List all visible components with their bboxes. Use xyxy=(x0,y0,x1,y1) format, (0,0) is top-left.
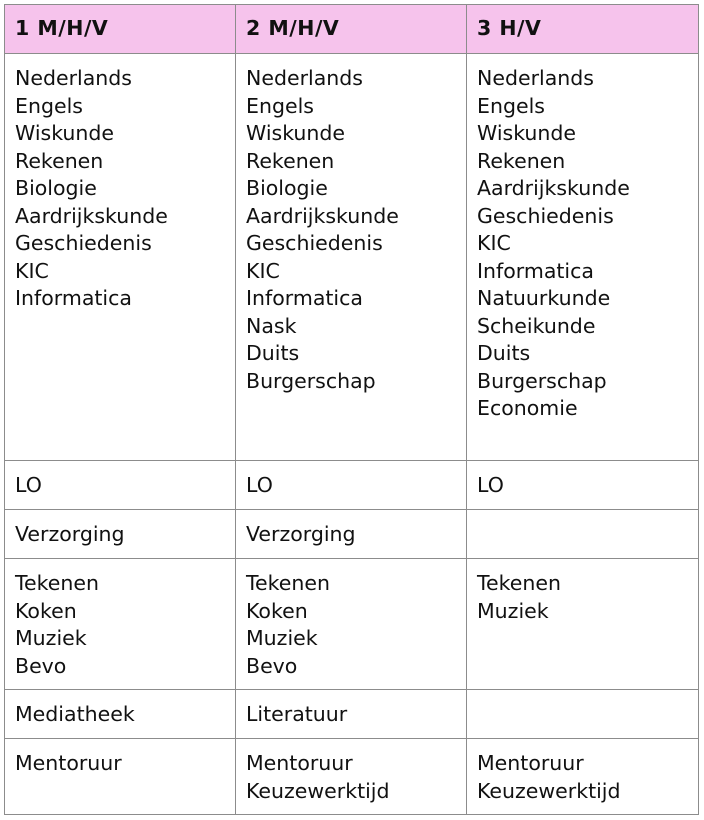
subject-item: Engels xyxy=(246,93,314,118)
subject-item: Engels xyxy=(15,93,83,118)
subject-item: Biologie xyxy=(246,176,328,200)
subject-item: Wiskunde xyxy=(246,121,346,145)
subject-item: Nederlands xyxy=(477,66,594,90)
subject-item: Tekenen xyxy=(477,571,562,595)
subject-item: KIC xyxy=(15,258,49,283)
subject-item: Mentoruur xyxy=(246,751,353,775)
subject-item: Mentoruur xyxy=(477,751,584,775)
subject-item: Muziek xyxy=(246,626,318,650)
subject-item: Rekenen xyxy=(477,148,566,173)
subject-item: Informatica xyxy=(477,258,594,283)
subject-item: Muziek xyxy=(15,626,87,650)
subject-item: Verzorging xyxy=(15,522,125,546)
subject-item: Scheikunde xyxy=(477,313,596,338)
cell-lo-year-3 xyxy=(467,461,699,510)
cell-verz-year-3 xyxy=(467,510,699,559)
subject-item: KIC xyxy=(477,231,511,255)
table-row-verz xyxy=(5,510,699,559)
subjects-table xyxy=(4,4,699,815)
subject-item: Rekenen xyxy=(246,148,335,173)
subject-item: Aardrijkskunde xyxy=(477,176,630,200)
subject-item: Nederlands xyxy=(15,66,132,90)
subject-item: LO xyxy=(15,473,42,497)
cell-mentor-year-2 xyxy=(236,739,467,815)
subject-item: Informatica xyxy=(15,286,132,310)
subject-item: Geschiedenis xyxy=(477,203,614,228)
subject-item: KIC xyxy=(246,258,280,283)
table-row-lo xyxy=(5,461,699,510)
subject-item: Rekenen xyxy=(15,148,104,173)
cell-mentor-year-1 xyxy=(5,739,236,815)
header-year-1: 1 M/H/V xyxy=(5,5,236,54)
table-row-creative xyxy=(5,559,699,690)
subject-item: Aardrijkskunde xyxy=(15,203,168,228)
subject-item: Tekenen xyxy=(246,571,331,595)
cell-main-year-2 xyxy=(236,54,467,461)
subject-item: Informatica xyxy=(246,286,363,310)
subject-item: Engels xyxy=(477,93,545,118)
subject-item: LO xyxy=(246,473,273,497)
cell-verz-year-1 xyxy=(5,510,236,559)
subject-item: Economie xyxy=(477,396,578,420)
subject-item: LO xyxy=(477,473,504,497)
cell-main-year-3 xyxy=(467,54,699,461)
cell-lo-year-1 xyxy=(5,461,236,510)
subject-item: Mentoruur xyxy=(15,751,122,775)
subject-item: Biologie xyxy=(15,176,97,200)
subject-item: Nederlands xyxy=(246,66,363,90)
header-row xyxy=(5,5,699,54)
subject-item: Bevo xyxy=(246,653,298,678)
subject-item: Tekenen xyxy=(15,571,100,595)
cell-media-year-3 xyxy=(467,690,699,739)
subject-item: Bevo xyxy=(15,653,67,678)
subject-item: Verzorging xyxy=(246,522,356,546)
cell-creative-year-3 xyxy=(467,559,699,690)
subject-item: Natuurkunde xyxy=(477,286,611,310)
header-year-3: 3 H/V xyxy=(467,5,699,54)
subject-item: Koken xyxy=(15,598,77,623)
subject-item: Aardrijkskunde xyxy=(246,203,399,228)
subject-item: Geschiedenis xyxy=(246,231,383,255)
subject-item: Mediatheek xyxy=(15,702,135,726)
subject-item: Wiskunde xyxy=(15,121,115,145)
subject-item: Literatuur xyxy=(246,702,348,726)
table-row-media xyxy=(5,690,699,739)
subject-item: Koken xyxy=(246,598,308,623)
table-row-main xyxy=(5,54,699,461)
subject-item: Keuzewerktijd xyxy=(246,778,390,803)
subject-item: Duits xyxy=(477,341,531,365)
cell-mentor-year-3 xyxy=(467,739,699,815)
cell-main-year-1 xyxy=(5,54,236,461)
subject-item: Wiskunde xyxy=(477,121,577,145)
table-row-mentor xyxy=(5,739,699,815)
subject-item: Muziek xyxy=(477,598,549,623)
subject-item: Duits xyxy=(246,341,300,365)
table-body xyxy=(5,54,699,815)
cell-creative-year-2 xyxy=(236,559,467,690)
subject-item: Burgerschap xyxy=(246,368,376,393)
subject-item: Burgerschap xyxy=(477,368,607,393)
subject-item: Geschiedenis xyxy=(15,231,152,255)
subject-item: Keuzewerktijd xyxy=(477,778,621,803)
cell-media-year-2 xyxy=(236,690,467,739)
cell-verz-year-2 xyxy=(236,510,467,559)
cell-lo-year-2 xyxy=(236,461,467,510)
header-year-2: 2 M/H/V xyxy=(236,5,467,54)
cell-media-year-1 xyxy=(5,690,236,739)
cell-creative-year-1 xyxy=(5,559,236,690)
subject-item: Nask xyxy=(246,313,297,338)
